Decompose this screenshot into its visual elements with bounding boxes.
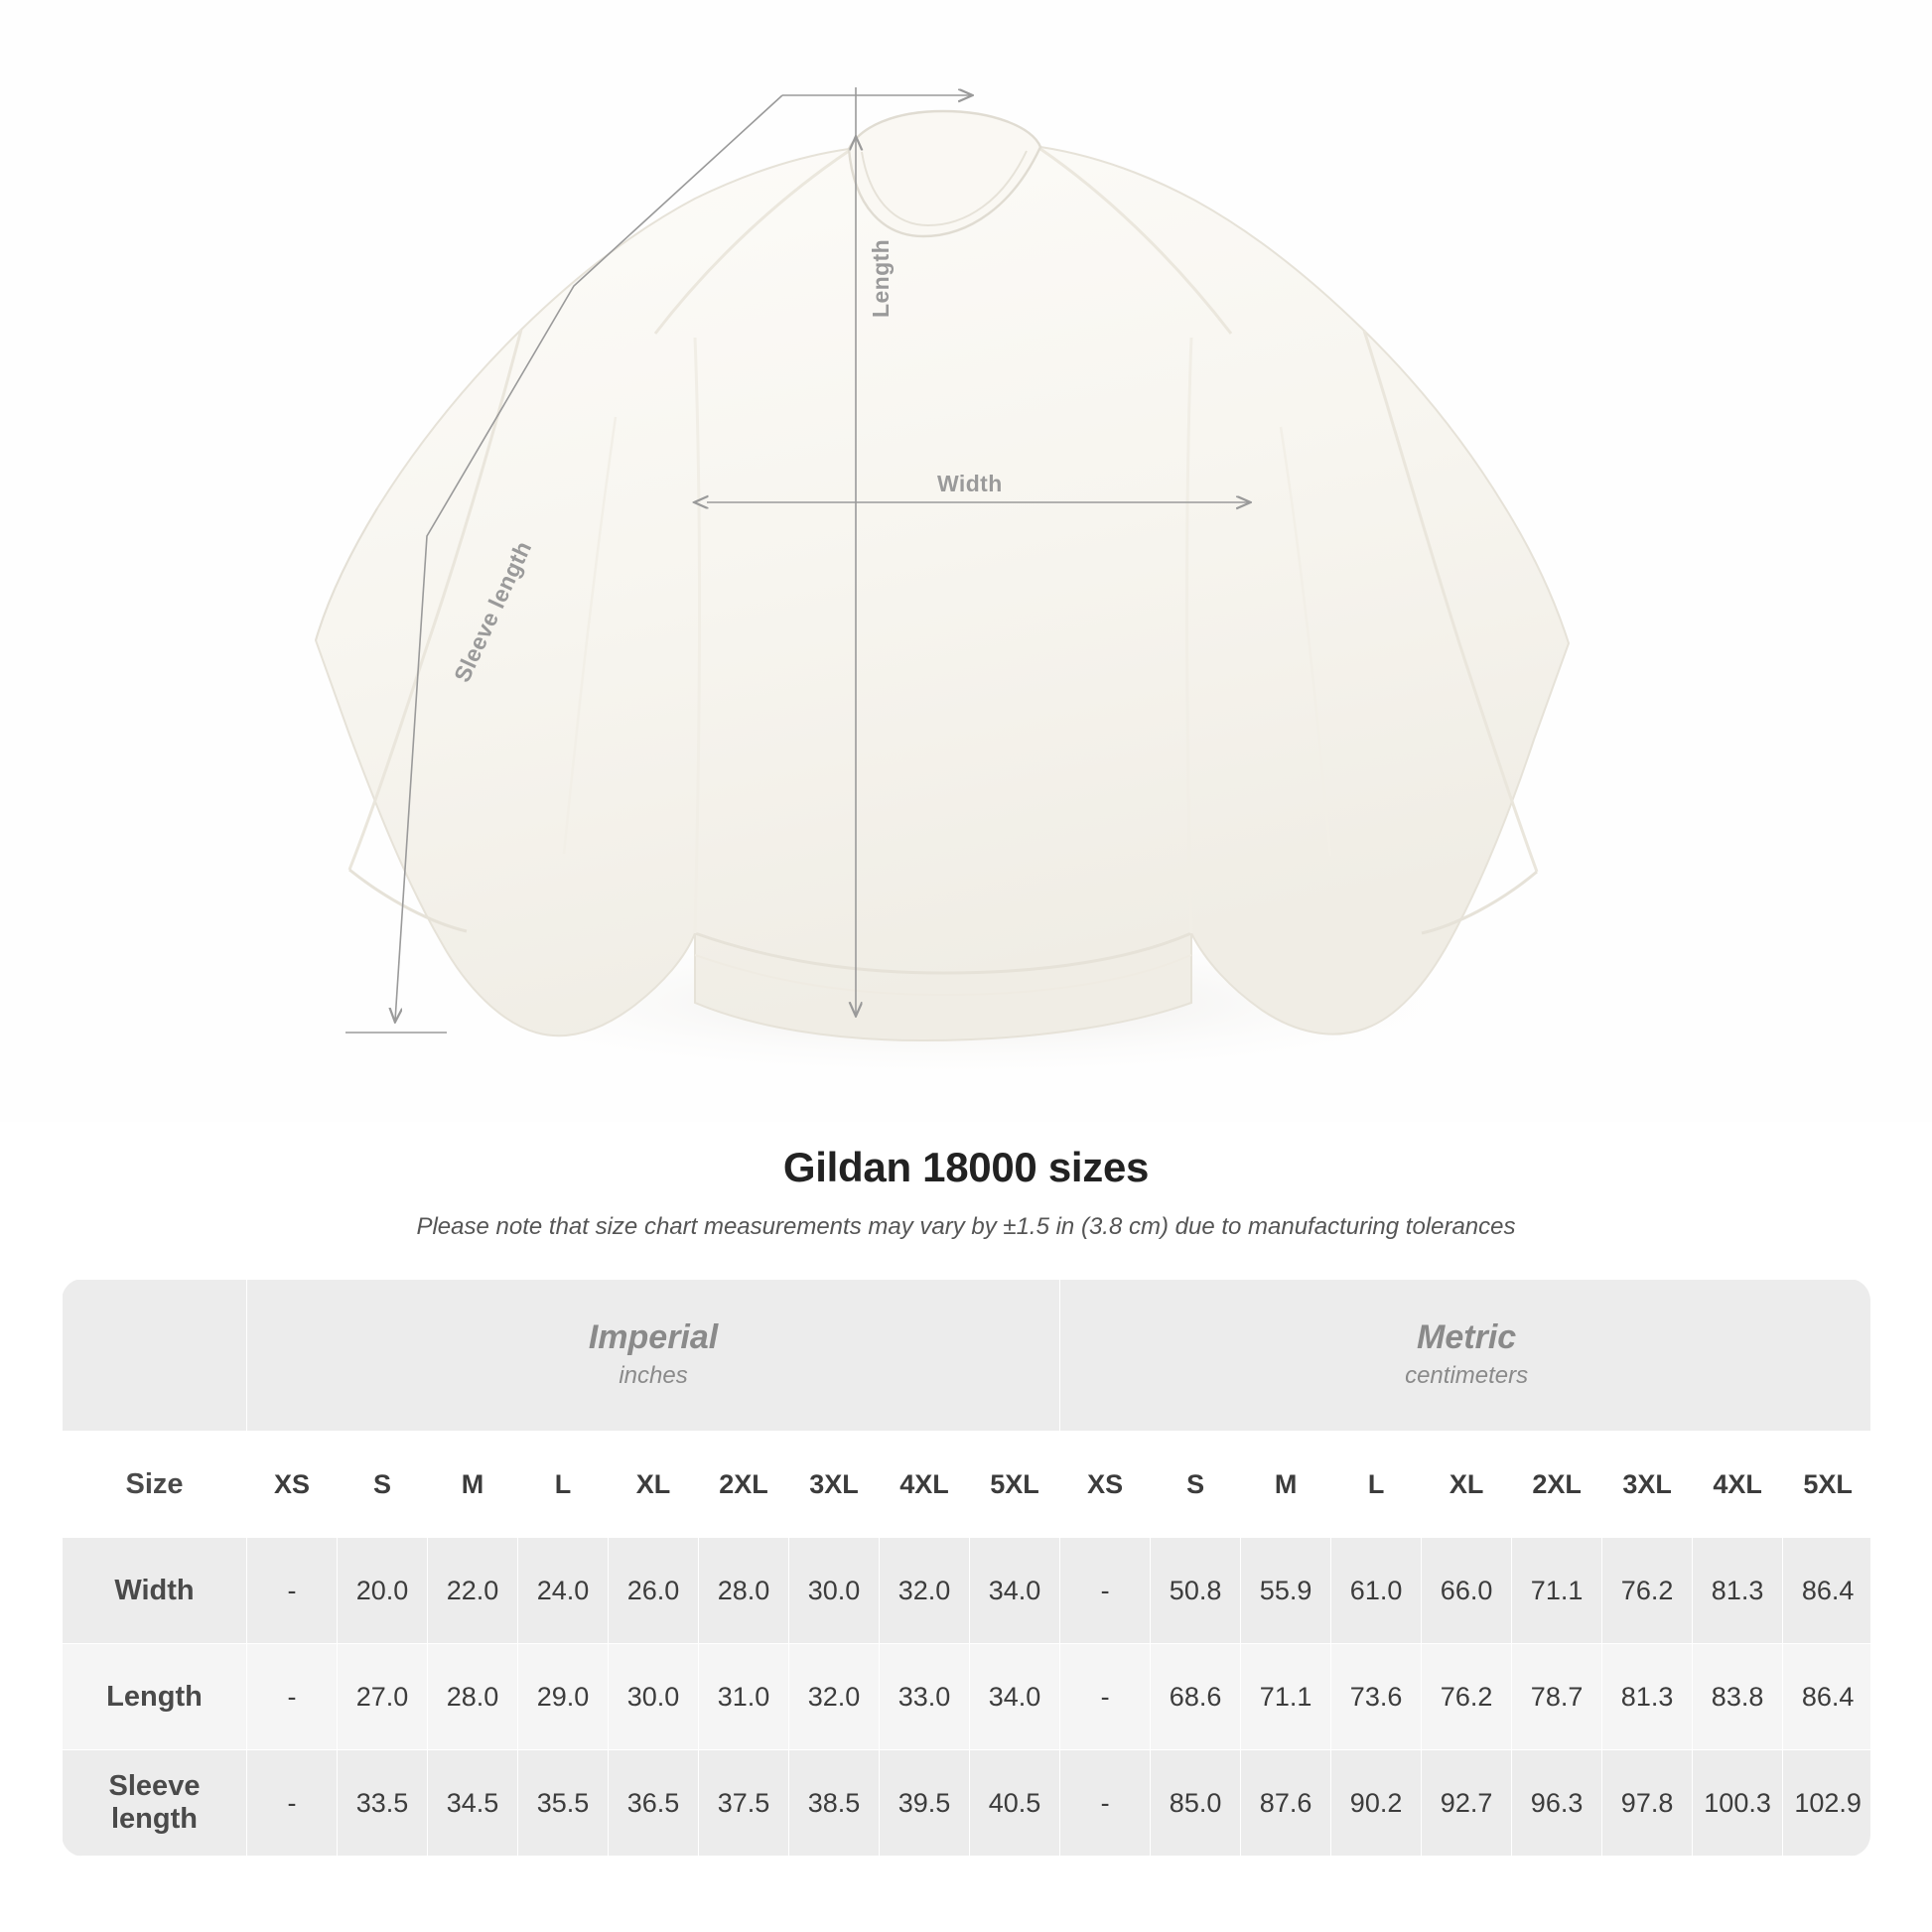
unit-imperial-cell [247,1280,1060,1432]
cell-length-imperial-4xl: 33.0 [880,1644,970,1750]
cell-length-metric-xs: - [1060,1644,1151,1750]
cell-width-metric-5xl: 86.4 [1783,1538,1870,1644]
unit-metric-cell [1060,1280,1870,1432]
row-label-sleeve-length: Sleeve length [63,1750,247,1857]
cell-width-imperial-5xl: 34.0 [970,1538,1060,1644]
cell-width-metric-m: 55.9 [1241,1538,1331,1644]
size-header-metric-5xl: 5XL [1783,1432,1870,1538]
cell-width-imperial-m: 22.0 [428,1538,518,1644]
row-label-width: Width [63,1538,247,1644]
sleeve-length-label: Sleeve length [449,536,537,686]
cell-width-imperial-3xl: 30.0 [789,1538,880,1644]
cell-width-metric-xs: - [1060,1538,1151,1644]
cell-sleeve-metric-l: 90.2 [1331,1750,1422,1857]
size-header-imperial-3xl: 3XL [789,1432,880,1538]
cell-sleeve-imperial-2xl: 37.5 [699,1750,789,1857]
cell-sleeve-imperial-3xl: 38.5 [789,1750,880,1857]
size-header-row [63,1432,1871,1538]
cell-width-imperial-2xl: 28.0 [699,1538,789,1644]
size-header-metric-xs: XS [1060,1432,1151,1538]
size-header-metric-m: M [1241,1432,1331,1538]
cell-length-metric-5xl: 86.4 [1783,1644,1870,1750]
cell-sleeve-metric-m: 87.6 [1241,1750,1331,1857]
cell-sleeve-imperial-m: 34.5 [428,1750,518,1857]
size-header-metric-l: L [1331,1432,1422,1538]
size-header-imperial-xs: XS [247,1432,338,1538]
cell-width-metric-s: 50.8 [1151,1538,1241,1644]
title-block [0,1144,1932,1241]
size-header-imperial-5xl: 5XL [970,1432,1060,1538]
cell-sleeve-metric-2xl: 96.3 [1512,1750,1602,1857]
cell-length-imperial-xl: 30.0 [609,1644,699,1750]
cell-length-metric-3xl: 81.3 [1602,1644,1693,1750]
length-label: Length [868,238,894,318]
size-header-imperial-4xl: 4XL [880,1432,970,1538]
cell-sleeve-metric-s: 85.0 [1151,1750,1241,1857]
table-row [63,1538,1871,1644]
cell-sleeve-imperial-xs: - [247,1750,338,1857]
page-title: Gildan 18000 sizes [782,1144,1150,1190]
size-header-imperial-m: M [428,1432,518,1538]
cell-width-imperial-4xl: 32.0 [880,1538,970,1644]
unit-imperial-name: Imperial [588,1317,719,1356]
cell-sleeve-imperial-s: 33.5 [338,1750,428,1857]
cell-sleeve-imperial-4xl: 39.5 [880,1750,970,1857]
size-header-metric-2xl: 2XL [1512,1432,1602,1538]
cell-length-imperial-5xl: 34.0 [970,1644,1060,1750]
unit-imperial-sub: inches [619,1362,688,1390]
cell-sleeve-metric-4xl: 100.3 [1693,1750,1783,1857]
row-label-length: Length [63,1644,247,1750]
table-row [63,1750,1871,1857]
size-table [62,1279,1870,1857]
cell-width-metric-4xl: 81.3 [1693,1538,1783,1644]
cell-width-imperial-xl: 26.0 [609,1538,699,1644]
cell-width-imperial-xs: - [247,1538,338,1644]
cell-width-imperial-l: 24.0 [518,1538,609,1644]
cell-width-metric-l: 61.0 [1331,1538,1422,1644]
size-header-metric-4xl: 4XL [1693,1432,1783,1538]
cell-length-metric-l: 73.6 [1331,1644,1422,1750]
unit-metric-name: Metric [1417,1317,1517,1356]
size-header-metric-3xl: 3XL [1602,1432,1693,1538]
cell-width-metric-2xl: 71.1 [1512,1538,1602,1644]
cell-length-imperial-m: 28.0 [428,1644,518,1750]
cell-sleeve-metric-3xl: 97.8 [1602,1750,1693,1857]
unit-metric-sub: centimeters [1405,1362,1529,1390]
unit-corner-cell [63,1280,247,1432]
size-header-label: Size [63,1432,247,1538]
cell-length-imperial-3xl: 32.0 [789,1644,880,1750]
cell-sleeve-metric-xl: 92.7 [1422,1750,1512,1857]
cell-sleeve-metric-5xl: 102.9 [1783,1750,1870,1857]
width-label: Width [937,471,1003,496]
cell-length-metric-m: 71.1 [1241,1644,1331,1750]
size-header-imperial-xl: XL [609,1432,699,1538]
size-table-wrapper [62,1279,1870,1857]
size-header-metric-s: S [1151,1432,1241,1538]
size-header-metric-xl: XL [1422,1432,1512,1538]
cell-sleeve-metric-xs: - [1060,1750,1151,1857]
cell-width-metric-xl: 66.0 [1422,1538,1512,1644]
cell-sleeve-imperial-5xl: 40.5 [970,1750,1060,1857]
table-row [63,1644,1871,1750]
size-header-imperial-2xl: 2XL [699,1432,789,1538]
cell-width-metric-3xl: 76.2 [1602,1538,1693,1644]
cell-length-metric-4xl: 83.8 [1693,1644,1783,1750]
cell-length-imperial-s: 27.0 [338,1644,428,1750]
cell-length-metric-xl: 76.2 [1422,1644,1512,1750]
cell-sleeve-imperial-xl: 36.5 [609,1750,699,1857]
cell-length-metric-2xl: 78.7 [1512,1644,1602,1750]
unit-header-row [63,1280,1871,1432]
cell-length-imperial-l: 29.0 [518,1644,609,1750]
tolerance-note: Please note that size chart measurements may vary by ±1.5 in (3.8 cm) due to manufacturing tolerances [416,1213,1516,1240]
cell-sleeve-imperial-l: 35.5 [518,1750,609,1857]
cell-length-imperial-xs: - [247,1644,338,1750]
cell-length-metric-s: 68.6 [1151,1644,1241,1750]
cell-width-imperial-s: 20.0 [338,1538,428,1644]
cell-length-imperial-2xl: 31.0 [699,1644,789,1750]
size-header-imperial-l: L [518,1432,609,1538]
size-header-imperial-s: S [338,1432,428,1538]
